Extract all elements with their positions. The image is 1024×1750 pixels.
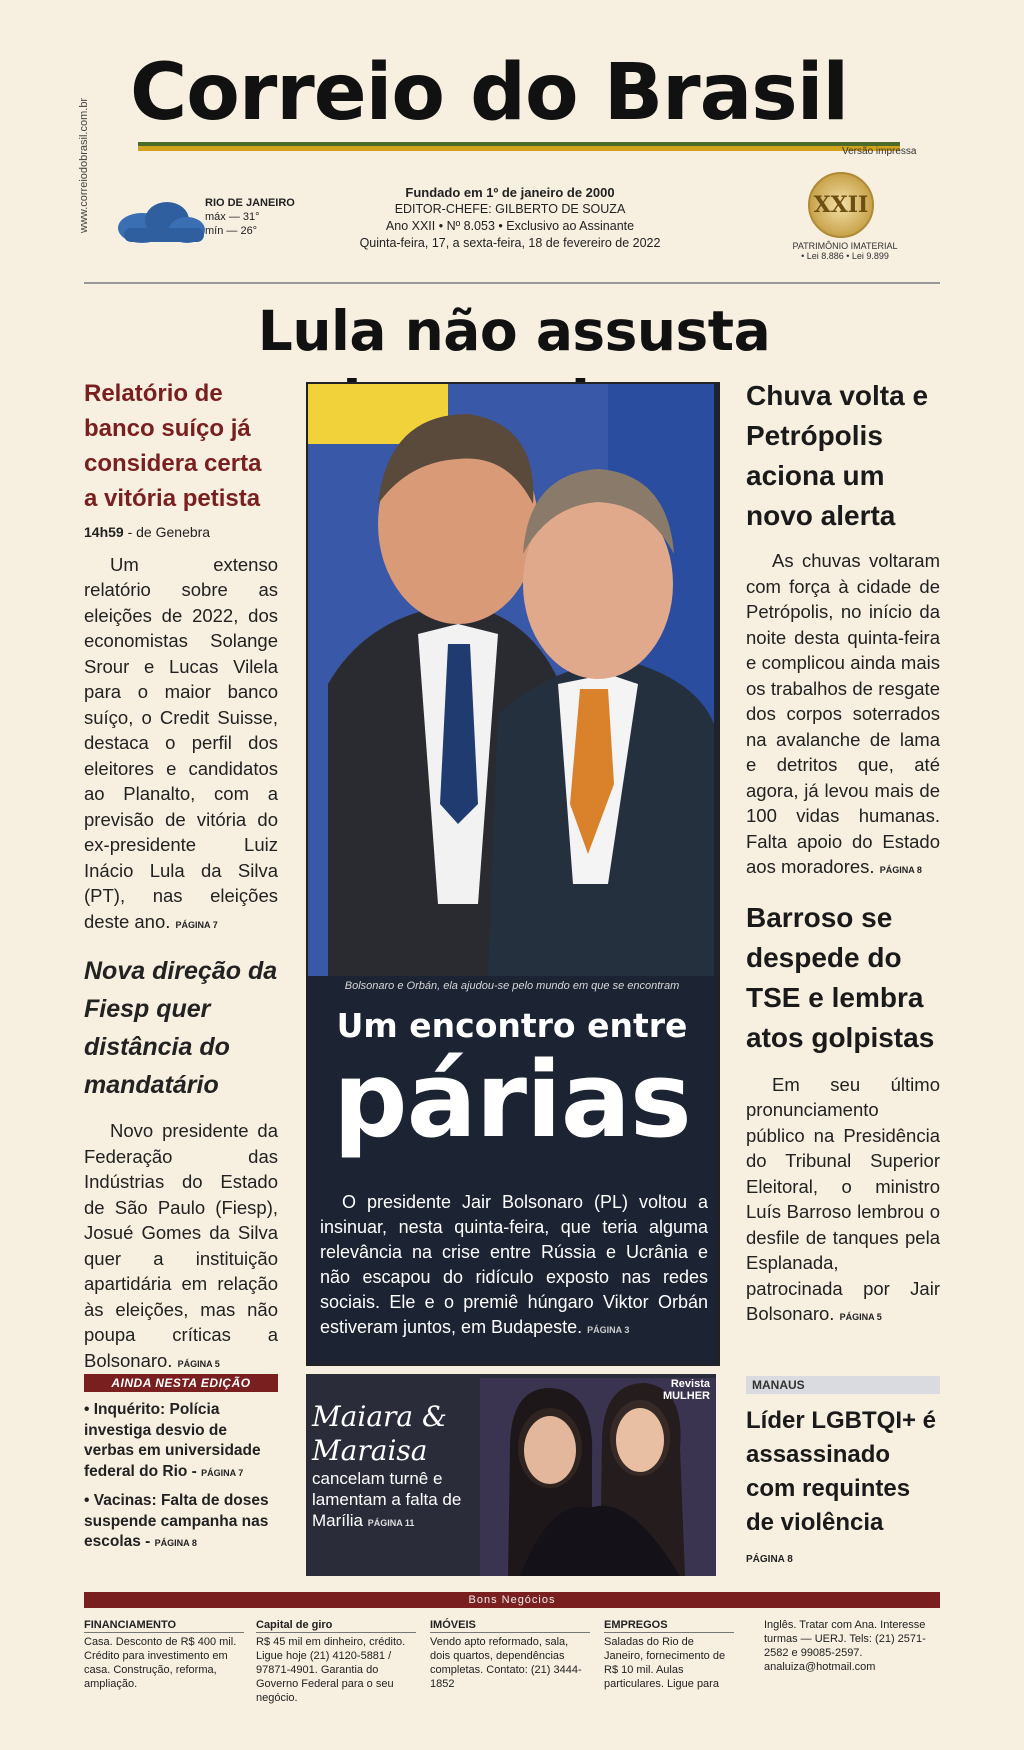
list-item-text: • Inquérito: Polícia investiga desvio de verbas em universidade federal do Rio - bbox=[84, 1401, 261, 1480]
classified-ad[interactable] bbox=[256, 1618, 416, 1705]
page-reference[interactable]: PÁGINA 7 bbox=[201, 1467, 244, 1478]
page-reference[interactable]: PÁGINA 3 bbox=[587, 1325, 630, 1335]
story-body bbox=[84, 1118, 278, 1377]
lead-body-text: O presidente Jair Bolsonaro (PL) voltou a insinuar, nesta quinta-feira, que teria alguma relevância na crise entre Rússia e Ucrânia e não escapou do ridículo exposto nas redes sociais. Ele e o premiê húngaro Viktor Orbán estiveram juntos, em Budapeste. bbox=[320, 1192, 708, 1337]
weather-max: máx — 31° bbox=[205, 211, 260, 223]
list-item[interactable] bbox=[84, 1400, 278, 1483]
date-line: Quinta-feira, 17, a sexta-feira, 18 de fevereiro de 2022 bbox=[359, 236, 661, 250]
page-reference[interactable]: PÁGINA 5 bbox=[177, 1358, 220, 1369]
story-body bbox=[746, 1072, 940, 1331]
ad-title: EMPREGOS bbox=[604, 1618, 734, 1633]
byline-place: - de Genebra bbox=[123, 524, 211, 540]
list-item-text: • Vacinas: Falta de doses suspende campanha nas escolas - bbox=[84, 1492, 269, 1550]
story-headline-manaus[interactable]: Líder LGBTQI+ é assassinado com requintes de violência bbox=[746, 1407, 937, 1536]
ad-text: Casa. Desconto de R$ 400 mil. Crédito para investimento em casa. Construção, reforma, ampliação. bbox=[84, 1636, 237, 1690]
story-headline-petropolis[interactable]: Chuva volta e Petrópolis aciona um novo alerta bbox=[746, 380, 929, 531]
anniversary-seal: XXII bbox=[808, 172, 874, 238]
story-headline-fiesp[interactable]: Nova direção da Fiesp quer distância do mandatário bbox=[84, 957, 278, 1099]
story-body bbox=[84, 552, 278, 939]
classifieds-bar: Bons Negócios bbox=[84, 1592, 940, 1608]
ad-text: Inglês. Tratar com Ana. Interesse turmas — UERJ. Tels: (21) 2571-2582 e 99085-2597. analuiza@hotmail.com bbox=[764, 1619, 926, 1673]
classified-ad[interactable] bbox=[764, 1618, 940, 1674]
ad-text: R$ 45 mil em dinheiro, crédito. Ligue hoje (21) 4120-5881 / 97871-4901. Garantia do Governo Federal para o seu negócio. bbox=[256, 1636, 406, 1704]
story-body-text: Um extenso relatório sobre as eleições de 2022, dos economistas Solange Srour e Lucas Vilela para o maior banco suíço, o Credit Suisse, destaca o perfil dos eleitores e candidatos ao Planalto, com a previsão de vitória do ex-presidente Luiz Inácio Lula da Silva (PT), nas eleições deste ano. bbox=[84, 553, 278, 932]
seal-caption: PATRIMÔNIO IMATERIAL • Lei 8.886 • Lei 9.899 bbox=[792, 241, 898, 261]
classified-ad[interactable] bbox=[604, 1618, 734, 1691]
edition-tag: Versão impressa bbox=[842, 146, 917, 157]
ad-text: Saladas do Rio de Janeiro, fornecimento de R$ 10 mil. Aulas particulares. Ligue para bbox=[604, 1636, 726, 1690]
section-label-ainda: AINDA NESTA EDIÇÃO bbox=[84, 1374, 278, 1392]
story-body-text: Novo presidente da Federação das Indústrias do Estado de São Paulo (Fiesp), Josué Gomes da Silva quer a instituição apartidária em relação às eleições, mas não poupa críticas a Bolsonaro. bbox=[84, 1120, 278, 1371]
lead-photo[interactable] bbox=[308, 384, 714, 976]
lead-headline-big[interactable]: párias bbox=[333, 1039, 691, 1161]
list-item[interactable] bbox=[84, 1491, 278, 1554]
story-headline-barroso[interactable]: Barroso se despede do TSE e lembra atos golpistas bbox=[746, 901, 935, 1053]
ad-title: IMÓVEIS bbox=[430, 1618, 590, 1633]
page-reference[interactable]: PÁGINA 7 bbox=[175, 919, 218, 930]
ad-title: Capital de giro bbox=[256, 1618, 416, 1633]
masthead-stripe-gold bbox=[138, 146, 900, 151]
founded-line: Fundado em 1º de janeiro de 2000 bbox=[405, 185, 615, 200]
site-url-vertical[interactable]: www.correiodobrasil.com.br bbox=[78, 97, 90, 233]
ad-title: FINANCIAMENTO bbox=[84, 1618, 244, 1633]
story-body bbox=[746, 548, 940, 884]
page-reference[interactable]: PÁGINA 8 bbox=[879, 865, 922, 875]
left-column bbox=[84, 376, 278, 1377]
editor-line: EDITOR-CHEFE: GILBERTO DE SOUZA bbox=[394, 202, 626, 216]
page-reference[interactable]: PÁGINA 8 bbox=[154, 1538, 197, 1548]
promo-tag: Revista MULHER bbox=[662, 1378, 710, 1402]
story-headline-credit-suisse[interactable]: Relatório de banco suíço já considera certa a vitória petista bbox=[84, 380, 262, 512]
main-headline[interactable]: Lula não assusta bbox=[257, 299, 771, 363]
header-divider bbox=[84, 282, 940, 284]
publication-info bbox=[320, 184, 700, 252]
page-reference[interactable]: PÁGINA 8 bbox=[746, 1554, 793, 1565]
section-label-manaus: MANAUS bbox=[746, 1376, 940, 1394]
weather-city: RIO DE JANEIRO bbox=[205, 197, 295, 209]
promo-text bbox=[312, 1468, 472, 1534]
classified-ad[interactable] bbox=[430, 1618, 590, 1691]
photo-caption: Bolsonaro e Orbán, ela ajudou-se pelo mundo em que se encontram bbox=[344, 980, 680, 992]
newspaper-masthead: Correio do Brasil bbox=[130, 48, 849, 138]
page-reference[interactable]: PÁGINA 5 bbox=[839, 1312, 882, 1322]
lead-headline-top[interactable]: Um encontro entre bbox=[336, 1006, 688, 1045]
weather-info bbox=[205, 196, 295, 238]
ad-text: Vendo apto reformado, sala, dois quartos, dependências completas. Contato: (21) 3444-1852 bbox=[430, 1636, 582, 1690]
lead-story-body bbox=[320, 1190, 708, 1343]
promo-photo bbox=[480, 1378, 716, 1576]
issue-line: Ano XXII • Nº 8.053 • Exclusivo ao Assinante bbox=[385, 219, 635, 233]
page-reference[interactable]: PÁGINA 11 bbox=[367, 1518, 415, 1528]
promo-title[interactable]: Maiara & Maraisa bbox=[312, 1400, 447, 1467]
promo-text-body: cancelam turnê e lamentam a falta de Marília bbox=[312, 1469, 462, 1530]
story-body-text: Em seu último pronunciamento público na Presidência do Tribunal Superior Eleitoral, o ministro Luís Barroso lembrou o desfile de tanques pela Esplanada, patrocinada por Jair Bolsonaro. bbox=[746, 1073, 940, 1324]
right-column bbox=[746, 376, 940, 1331]
story-body-text: As chuvas voltaram com força à cidade de Petrópolis, no início da noite desta quinta-feira e complicou ainda mais os trabalhos de resgate dos corpos soterrados na avalanche de lama e detritos que, até agora, já levou mais de 100 vidas humanas. Falta apoio do Estado aos moradores. bbox=[746, 550, 940, 877]
byline-time: 14h59 bbox=[84, 524, 124, 540]
classified-ad[interactable] bbox=[84, 1618, 244, 1691]
cloud-icon bbox=[112, 196, 208, 246]
story-byline bbox=[84, 520, 278, 546]
ainda-list bbox=[84, 1400, 278, 1562]
weather-min: mín — 26° bbox=[205, 225, 258, 237]
